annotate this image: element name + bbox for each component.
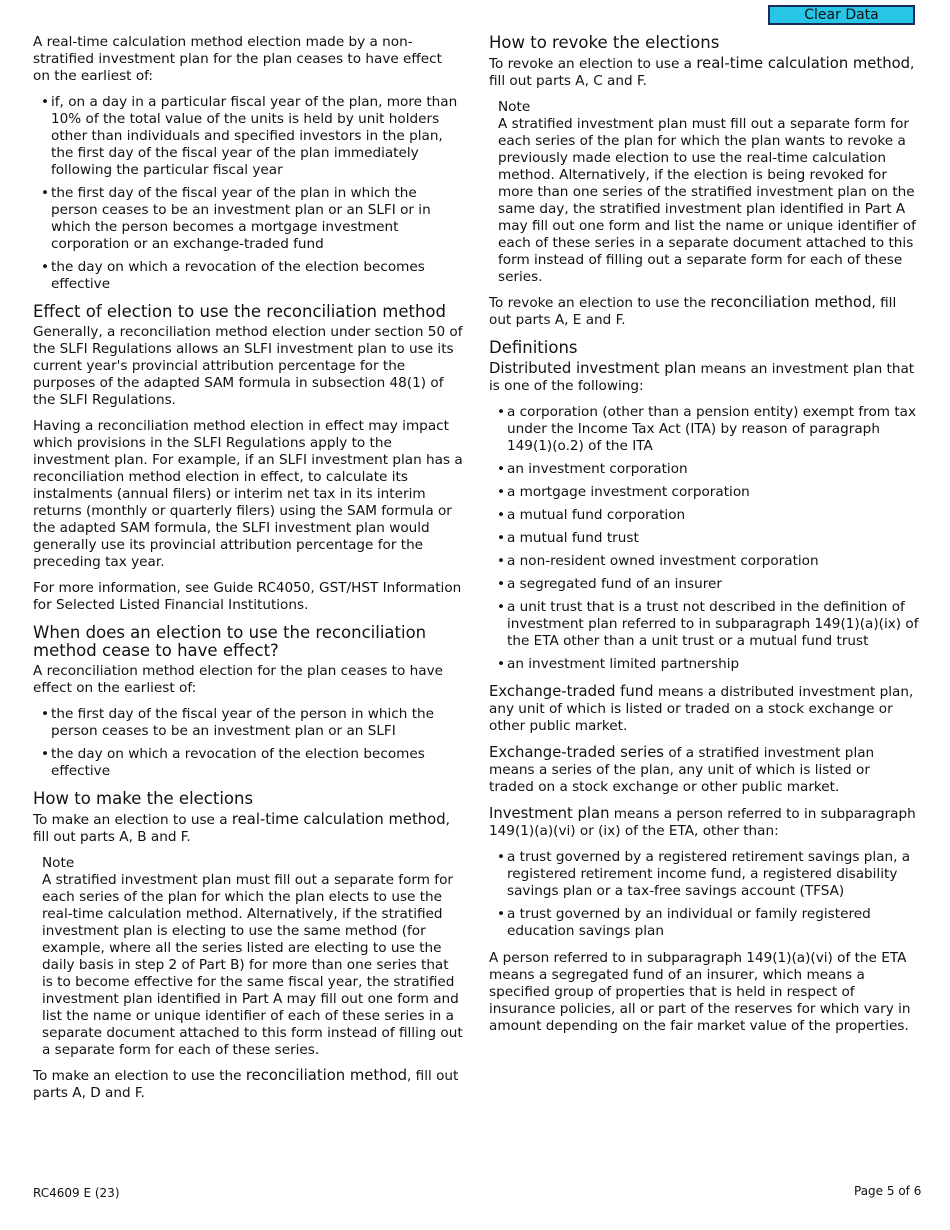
list-item: • an investment limited partnership — [499, 656, 919, 673]
paragraph: To make an election to use the reconciliation method, fill out parts A, D and F. — [33, 1067, 459, 1101]
list-item: • a segregated fund of an insurer — [499, 576, 919, 593]
paragraph: To make an election to use a real-time calculation method, fill out parts A, B and F. — [33, 811, 450, 845]
list-item: • a corporation (other than a pension entity) exempt from tax under the Income Tax Act (ITA) by reason of paragraph 149(1)(o.2) of the ITA — [499, 404, 919, 455]
page-number: Page 5 of 6 — [854, 1184, 922, 1198]
section-heading-definitions: Definitions — [489, 338, 578, 357]
paragraph: A person referred to in subparagraph 149(1)(a)(vi) of the ETA means a segregated fund of an insurer, which means a specified group of properties that is held in respect of insurance policies, all or part of the reserves for which vary in amount depending on the fair market value of the properties. — [489, 950, 911, 1034]
paragraph: Generally, a reconciliation method election under section 50 of the SLFI Regulations allows an SLFI investment plan to use its current year's provincial attribution percentage for the purposes of the adapted SAM formula in subsection 48(1) of the SLFI Regulations. — [33, 324, 463, 408]
paragraph: Having a reconciliation method election in effect may impact which provisions in the SLFI Regulations apply to the investment plan. For example, if an SLFI investment plan has a reconciliation method election in effect, to calculate its instalments (annual filers) or interim net tax in its interim returns (monthly or quarterly filers) using the SAM formula or the adapted SAM formula, the SLFI investment plan would generally use its provincial attribution percentage for the preceding tax year. — [33, 418, 463, 570]
paragraph: To revoke an election to use the reconciliation method, fill out parts A, E and F. — [489, 294, 897, 328]
clear-data-button[interactable]: Clear Data — [768, 5, 915, 25]
note-title: Note — [42, 855, 75, 871]
definition: Exchange-traded fund means a distributed investment plan, any unit of which is listed or traded on a stock exchange or other public market. — [489, 683, 914, 734]
note-block — [33, 855, 463, 1059]
definition: Exchange-traded series of a stratified investment plan means a series of the plan, any unit of which is listed or traded on a stock exchange or other public market. — [489, 744, 875, 795]
definition: Distributed investment plan means an investment plan that is one of the following: — [489, 360, 915, 394]
paragraph: A reconciliation method election for the plan ceases to have effect on the earliest of: — [33, 663, 443, 696]
list-item: • the day on which a revocation of the election becomes effective — [43, 746, 463, 780]
list-item: • the first day of the fiscal year of the person in which the person ceases to be an investment plan or an SLFI — [43, 706, 463, 740]
bullet-list — [489, 849, 919, 940]
list-item: • if, on a day in a particular fiscal year of the plan, more than 10% of the total value of the units is held by unit holders other than individuals and specified investors in the plan, the first day of the fiscal year of the plan immediately following the particular fiscal year — [43, 94, 463, 179]
section-heading-make: How to make the elections — [33, 789, 254, 808]
paragraph: A real-time calculation method election made by a non-stratified investment plan for the plan ceases to have effect on the earliest of: — [33, 34, 442, 84]
list-item: • a trust governed by a registered retirement savings plan, a registered retirement income fund, a registered disability savings plan or a tax-free savings account (TFSA) — [499, 849, 919, 900]
note-title: Note — [498, 99, 531, 115]
bullet-list — [489, 404, 919, 673]
bullet-list — [33, 94, 463, 293]
section-heading-cease: When does an election to use the reconciliation method cease to have effect? — [33, 623, 427, 660]
list-item: • a mutual fund corporation — [499, 507, 919, 524]
definition: Investment plan means a person referred to in subparagraph 149(1)(a)(vi) or (ix) of the ETA, other than: — [489, 805, 916, 839]
list-item: • a mortgage investment corporation — [499, 484, 919, 501]
section-heading-revoke: How to revoke the elections — [489, 33, 720, 52]
bullet-list — [33, 706, 463, 780]
list-item: • a mutual fund trust — [499, 530, 919, 547]
note-block — [489, 99, 919, 286]
right-column — [489, 34, 919, 1044]
paragraph: To revoke an election to use a real-time calculation method, fill out parts A, C and F. — [489, 55, 915, 89]
note-text: A stratified investment plan must fill out a separate form for each series of the plan for which the plan elects to use the real-time calculation method. Alternatively, if the stratified investment plan is electing to use the same method (for example, where all the series listed are electing to use the daily basis in step 2 of Part B) for more than one series that is to become effective for the same fiscal year, the stratified investment plan identified in Part A may fill out one form and list the name or unique identifier of each of these series in a separate document attached to this form instead of filling out a separate form for each of these series. — [42, 872, 463, 1058]
list-item: • a unit trust that is a trust not described in the definition of investment plan referred to in subparagraph 149(1)(a)(ix) of the ETA other than a unit trust or a mutual fund trust — [499, 599, 919, 650]
paragraph: For more information, see Guide RC4050, GST/HST Information for Selected Listed Financial Institutions. — [33, 580, 462, 613]
list-item: • a non-resident owned investment corporation — [499, 553, 919, 570]
left-column — [33, 34, 463, 1111]
list-item: • the first day of the fiscal year of the plan in which the person ceases to be an investment plan or an SLFI or in which the person becomes a mortgage investment corporation or an exchange-traded fund — [43, 185, 463, 253]
form-identifier: RC4609 E (23) — [33, 1186, 120, 1200]
list-item: • the day on which a revocation of the election becomes effective — [43, 259, 463, 293]
list-item: • a trust governed by an individual or family registered education savings plan — [499, 906, 919, 940]
section-heading-effect: Effect of election to use the reconciliation method — [33, 302, 446, 321]
note-text: A stratified investment plan must fill out a separate form for each series of the plan for which the plan wants to revoke a previously made election to use the real-time calculation method. Alternatively, if the election is being revoked for more than one series of the stratified investment plan on the same day, the stratified investment plan identified in Part A may fill out one form and list the name or unique identifier of each of these series in a separate document attached to this form instead of filling out a separate form for each of these series. — [498, 116, 916, 285]
list-item: • an investment corporation — [499, 461, 919, 478]
